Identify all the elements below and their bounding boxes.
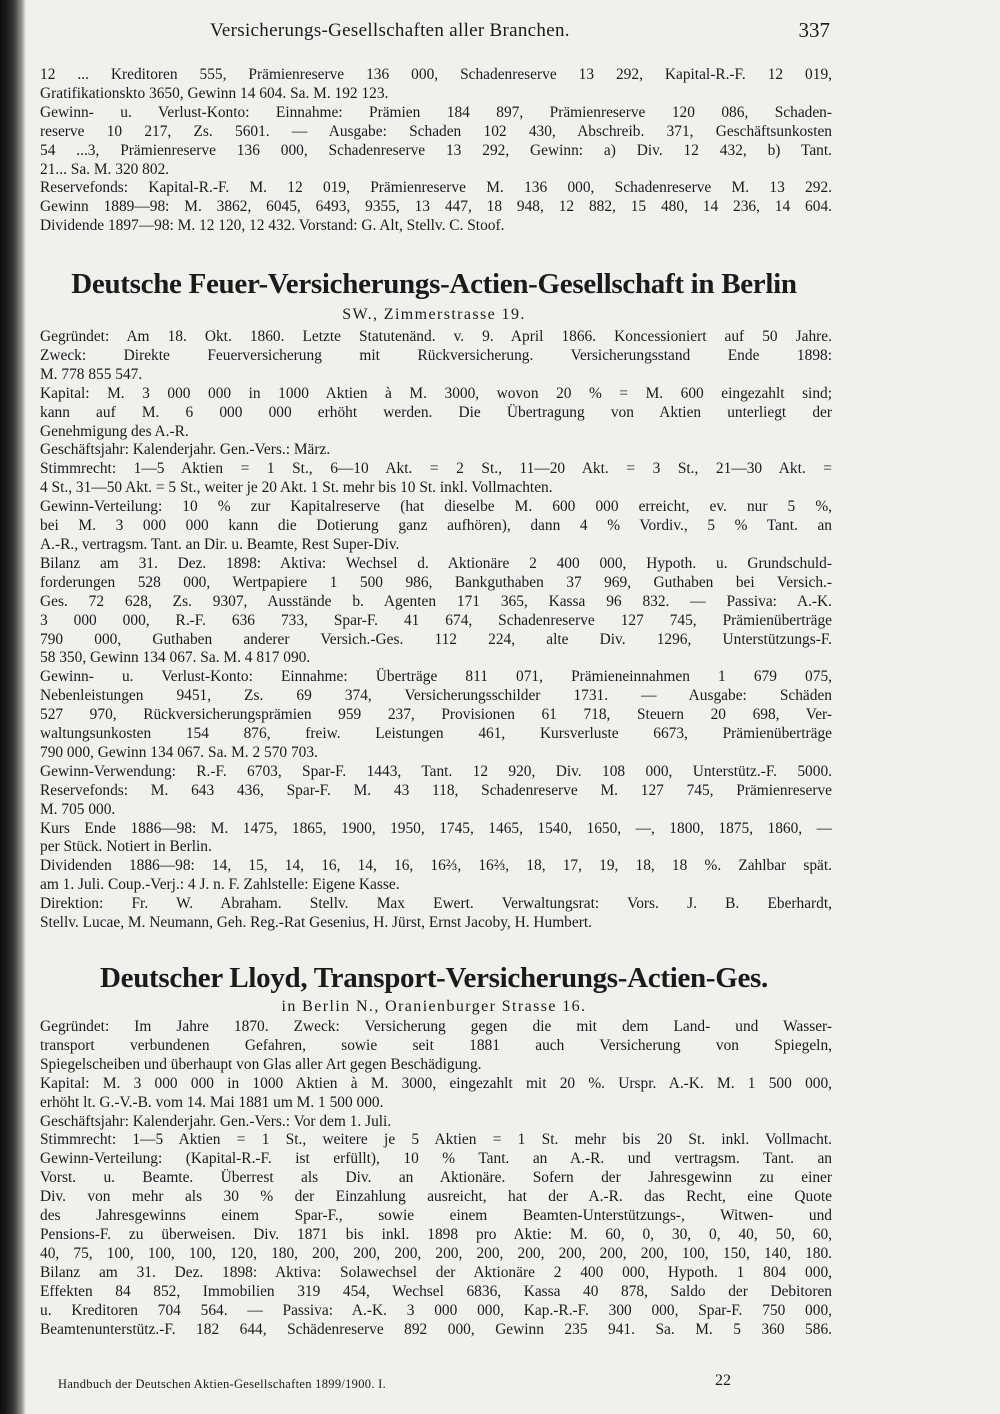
company-1-address: SW., Zimmerstrasse 19. xyxy=(342,306,526,323)
text-line: transport verbundenen Gefahren, sowie seit 1881 auch Versicherung von Spiegeln, xyxy=(40,1036,832,1054)
text-line: Gewinn-Verwendung: R.-F. 6703, Spar-F. 1443, Tant. 12 920, Div. 108 000, Unterstütz.-F. 5000. xyxy=(40,762,832,780)
text-line: Beamtenunterstütz.-F. 182 644, Schädenreserve 892 000, Gewinn 235 941. Sa. M. 5 360 586. xyxy=(40,1320,832,1338)
printer-signature-mark: 22 xyxy=(715,1372,731,1389)
company-1-title: Deutsche Feuer-Versicherungs-Actien-Gesellschaft in Berlin xyxy=(71,268,797,300)
text-line: Gewinn-Verteilung: 10 % zur Kapitalreserve (hat dieselbe M. 600 000 erreicht, ev. nur 5 %, xyxy=(40,498,832,516)
text-line: 58 350, Gewinn 134 067. Sa. M. 4 817 090. xyxy=(40,649,311,667)
text-line: bei M. 3 000 000 kann die Dotierung ganz aufhören), dann 4 % Vordiv., 5 % Tant. an xyxy=(40,517,832,535)
text-line: Effekten 84 852, Immobilien 319 454, Wechsel 6836, Kassa 40 878, Saldo der Debitoren xyxy=(40,1282,832,1300)
previous-company-continuation xyxy=(40,66,832,236)
text-line: waltungsunkosten 154 876, freiw. Leistungen 461, Kursverluste 6673, Prämienüberträge xyxy=(40,725,832,743)
text-line: Kapital: M. 3 000 000 in 1000 Aktien à M. 3000, wovon 20 % = M. 600 eingezahlt sind; xyxy=(40,384,832,402)
text-line: Gegründet: Am 18. Okt. 1860. Letzte Statutenänd. v. 9. April 1866. Koncessioniert auf 50 Jahre. xyxy=(40,328,832,345)
text-line: Reservefonds: Kapital-R.-F. M. 12 019, Prämienreserve M. 136 000, Schadenreserve M. 13 292. xyxy=(40,179,832,197)
text-line: erhöht lt. G.-V.-B. vom 14. Mai 1881 um M. 1 500 000. xyxy=(40,1093,384,1111)
text-line: Spiegelscheiben und überhaupt von Glas aller Art gegen Beschädigung. xyxy=(40,1055,482,1073)
text-line: M. 778 855 547. xyxy=(40,365,143,383)
text-line: Ges. 72 628, Zs. 9307, Ausstände b. Agenten 171 365, Kassa 96 832. — Passiva: A.-K. xyxy=(40,592,832,610)
text-line: Geschäftsjahr: Kalenderjahr. Gen.-Vers.: Vor dem 1. Juli. xyxy=(40,1112,392,1130)
page-number: 337 xyxy=(798,18,830,42)
text-line: Stimmrecht: 1—5 Aktien = 1 St., 6—10 Akt. = 2 St., 11—20 Akt. = 3 St., 21—30 Akt. = xyxy=(40,460,832,478)
company-2-address: in Berlin N., Oranienburger Strasse 16. xyxy=(281,998,587,1015)
footer-imprint: Handbuch der Deutschen Aktien-Gesellschaften 1899/1900. I. xyxy=(58,1377,387,1391)
text-line: Kurs Ende 1886—98: M. 1475, 1865, 1900, 1950, 1745, 1465, 1540, 1650, —, 1800, 1875, 1860, — xyxy=(40,819,832,837)
text-line: A.-R., vertragsm. Tant. an Dir. u. Beamte, Rest Super-Div. xyxy=(40,535,400,553)
book-binding-shadow xyxy=(0,0,26,1414)
text-line: M. 705 000. xyxy=(40,800,116,818)
text-line: Gewinn-Verteilung: (Kapital-R.-F. ist erfüllt), 10 % Tant. an A.-R. und vertragsm. Tant. an xyxy=(40,1150,832,1168)
text-line: 3 000 000, R.-F. 636 733, Spar-F. 41 674, Schadenreserve 127 745, Prämienüberträge xyxy=(40,611,832,629)
text-line: per Stück. Notiert in Berlin. xyxy=(40,838,212,856)
text-line: Div. von mehr als 30 % der Einzahlung ausreicht, hat der A.-R. das Recht, eine Quote xyxy=(40,1188,832,1206)
text-line: Stimmrecht: 1—5 Aktien = 1 St., weitere je 5 Aktien = 1 St. mehr bis 20 St. inkl. Vollmacht. xyxy=(40,1131,832,1149)
running-title: Versicherungs-Gesellschaften aller Branchen. xyxy=(210,20,570,41)
text-line: Gewinn- u. Verlust-Konto: Einnahme: Prämien 184 897, Prämienreserve 120 086, Schaden- xyxy=(40,103,832,121)
company-2-body xyxy=(40,1018,832,1339)
text-line: 790 000, Gewinn 134 067. Sa. M. 2 570 703. xyxy=(40,743,318,761)
running-header xyxy=(210,18,830,46)
text-line: Direktion: Fr. W. Abraham. Stellv. Max Ewert. Verwaltungsrat: Vors. J. B. Eberhardt, xyxy=(40,895,832,913)
company-2-title: Deutscher Lloyd, Transport-Versicherungs-Actien-Ges. xyxy=(99,962,768,994)
text-line: Pensions-F. zu überweisen. Div. 1871 bis inkl. 1898 pro Aktie: M. 60, 0, 30, 0, 40, 50, 60, xyxy=(40,1225,832,1243)
text-line: Vorst. u. Beamte. Überrest als Div. an Aktionäre. Sofern der Jahresgewinn zu einer xyxy=(40,1169,832,1187)
text-line: Bilanz am 31. Dez. 1898: Aktiva: Wechsel d. Aktionäre 2 400 000, Hypoth. u. Grundschuld- xyxy=(40,554,832,572)
text-line: u. Kreditoren 704 564. — Passiva: A.-K. 3 000 000, Kap.-R.-F. 300 000, Spar-F. 750 000, xyxy=(40,1301,832,1319)
text-line: Gegründet: Im Jahre 1870. Zweck: Versicherung gegen die mit dem Land- und Wasser- xyxy=(40,1018,832,1035)
text-line: Geschäftsjahr: Kalenderjahr. Gen.-Vers.: März. xyxy=(40,441,331,459)
company-1-body xyxy=(40,328,832,933)
text-line: Gewinn- u. Verlust-Konto: Einnahme: Überträge 811 071, Prämieneinnahmen 1 679 075, xyxy=(40,668,832,686)
text-line: Reservefonds: M. 643 436, Spar-F. M. 43 118, Schadenreserve M. 127 745, Prämienreserve xyxy=(40,781,832,799)
text-line: Kapital: M. 3 000 000 in 1000 Aktien à M. 3000, eingezahlt mit 20 %. Urspr. A.-K. M. 1 500 000, xyxy=(40,1074,832,1092)
text-line: 4 St., 31—50 Akt. = 5 St., weiter je 20 Akt. 1 St. mehr bis 10 St. inkl. Vollmachten. xyxy=(40,479,553,497)
text-line: Stellv. Lucae, M. Neumann, Geh. Reg.-Rat Gesenius, H. Jürst, Ernst Jacoby, H. Humbert. xyxy=(40,914,592,932)
text-line: 790 000, Guthaben anderer Versich.-Ges. 112 224, alte Div. 1296, Unterstützungs-F. xyxy=(40,630,832,648)
text-line: Bilanz am 31. Dez. 1898: Aktiva: Solawechsel der Aktionäre 2 400 000, Hypoth. 1 804 000, xyxy=(40,1263,832,1281)
text-line: 21... Sa. M. 320 802. xyxy=(40,160,170,178)
text-line: Nebenleistungen 9451, Zs. 69 374, Versicherungsschilder 1731. — Ausgabe: Schäden xyxy=(40,687,832,705)
text-line: Dividende 1897—98: M. 12 120, 12 432. Vorstand: G. Alt, Stellv. C. Stoof. xyxy=(40,217,505,235)
text-line: forderungen 528 000, Wertpapiere 1 500 986, Bankguthaben 37 969, Guthaben bei Versich.- xyxy=(40,573,832,591)
text-line: Dividenden 1886—98: 14, 15, 14, 16, 14, 16, 16⅔, 16⅔, 18, 17, 19, 18, 18 %. Zahlbar spät. xyxy=(40,857,832,875)
text-line: des Jahresgewinns einem Spar-F., sowie einem Beamten-Unterstützungs-, Witwen- und xyxy=(40,1207,832,1225)
text-line: 54 ...3, Prämienreserve 136 000, Schadenreserve 13 292, Gewinn: a) Div. 12 432, b) Tant. xyxy=(40,141,832,159)
text-line: Zweck: Direkte Feuerversicherung mit Rückversicherung. Versicherungsstand Ende 1898: xyxy=(40,346,832,364)
text-line: am 1. Juli. Coup.-Verj.: 4 J. n. F. Zahlstelle: Eigene Kasse. xyxy=(40,876,400,894)
text-line: 527 970, Rückversicherungsprämien 959 237, Provisionen 61 718, Steuern 20 698, Ver- xyxy=(40,706,832,724)
text-line: 40, 75, 100, 100, 100, 120, 180, 200, 200, 200, 200, 200, 200, 200, 200, 200, 100, 150, 140, 180. xyxy=(40,1244,832,1262)
text-line: kann auf M. 6 000 000 erhöht werden. Die Übertragung von Aktien unterliegt der xyxy=(40,403,832,421)
text-line: 12 ... Kreditoren 555, Prämienreserve 136 000, Schadenreserve 13 292, Kapital-R.-F. 12 019, xyxy=(40,66,832,83)
text-line: Gewinn 1889—98: M. 3862, 6045, 6493, 9355, 13 447, 18 948, 12 882, 15 480, 14 236, 14 604. xyxy=(40,198,832,216)
text-line: Gratifikationskto 3650, Gewinn 14 604. Sa. M. 192 123. xyxy=(40,84,389,102)
text-line: reserve 10 217, Zs. 5601. — Ausgabe: Schaden 102 430, Abschreib. 371, Geschäftsunkosten xyxy=(40,122,832,140)
text-line: Genehmigung des A.-R. xyxy=(40,422,189,440)
